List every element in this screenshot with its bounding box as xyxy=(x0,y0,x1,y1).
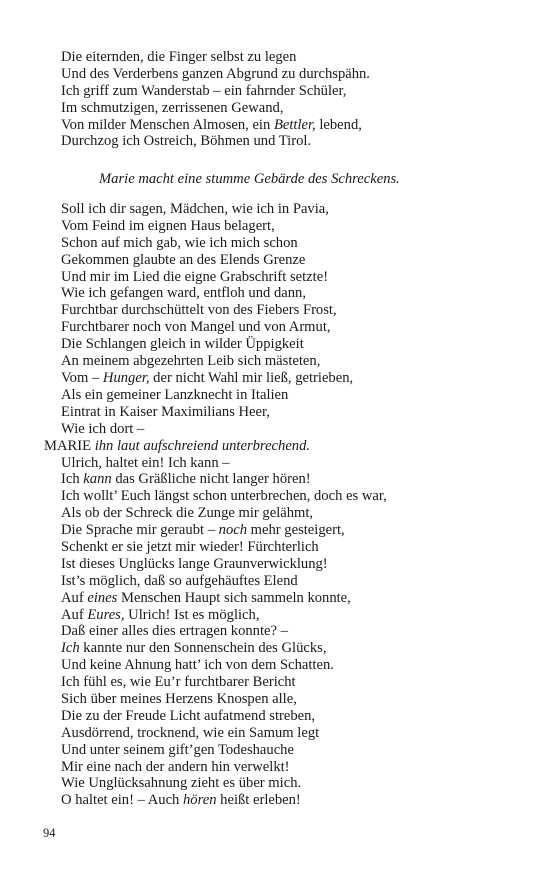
verse-emphasis: hören xyxy=(183,792,217,809)
stage-direction: Marie macht eine stumme Gebärde des Schreckens. xyxy=(99,171,400,187)
verse-text: Und mir im Lied die eigne Grabschrift setzte! xyxy=(61,268,329,285)
verse-text: Die eiternden, die Finger selbst zu legen xyxy=(61,49,297,65)
verse-text: Auf xyxy=(61,589,88,606)
verse-text: Vom – xyxy=(61,369,103,386)
verse-line xyxy=(0,302,550,319)
verse-text: mehr gesteigert, xyxy=(247,522,345,539)
verse-text: Gekommen glaubte an des Elends Grenze xyxy=(61,251,306,268)
verse-line xyxy=(0,623,550,640)
verse-text: Wie ich dort – xyxy=(61,420,145,437)
verse-text: Auf xyxy=(61,606,88,623)
verse-text: der nicht Wahl mir ließ, getrieben, xyxy=(149,369,354,386)
verse-line xyxy=(0,252,550,269)
verse-line xyxy=(0,133,550,150)
verse-text: Ist’s möglich, daß so aufgehäuftes Elend xyxy=(61,572,298,589)
verse-line xyxy=(0,387,550,404)
verse-text: Die zu der Freude Licht aufatmend streben, xyxy=(61,707,316,724)
verse-text: Im schmutzigen, zerrissenen Gewand, xyxy=(61,99,284,116)
verse-text: Und keine Ahnung hatt’ ich von dem Schatten. xyxy=(61,657,334,674)
verse-line xyxy=(0,201,550,218)
verse-line xyxy=(0,83,550,100)
verse-emphasis: Ich xyxy=(61,640,80,657)
verse-text: Daß einer alles dies ertragen konnte? – xyxy=(61,623,288,640)
verse-line xyxy=(0,353,550,370)
verse-block-marie xyxy=(0,455,550,810)
verse-text: Ich fühl es, wie Eu’r furchtbarer Bericht xyxy=(61,674,296,691)
verse-text: heißt erleben! xyxy=(216,792,301,809)
verse-line xyxy=(0,775,550,792)
verse-text: Von milder Menschen Almosen, ein xyxy=(61,116,274,133)
verse-text: das Gräßliche nicht langer hören! xyxy=(111,471,311,488)
verse-line xyxy=(0,488,550,505)
speaker-heading-marie xyxy=(0,438,550,455)
verse-text: Furchtbarer noch von Mangel und von Armut, xyxy=(61,319,331,336)
verse-line xyxy=(0,674,550,691)
verse-text: Eintrat in Kaiser Maximilians Heer, xyxy=(61,403,270,420)
verse-line xyxy=(0,792,550,809)
verse-line xyxy=(0,573,550,590)
verse-line xyxy=(0,336,550,353)
verse-text: Die Schlangen gleich in wilder Üppigkeit xyxy=(61,336,304,353)
verse-line xyxy=(0,285,550,302)
page-number: 94 xyxy=(43,826,56,840)
verse-text: Schon auf mich gab, wie ich mich schon xyxy=(61,234,298,251)
verse-block-ulrich-1 xyxy=(0,49,550,150)
verse-text: Vom Feind im eignen Haus belagert, xyxy=(61,217,275,234)
verse-text: Als ein gemeiner Lanzknecht in Italien xyxy=(61,386,289,403)
verse-emphasis: Bettler, xyxy=(273,116,316,133)
verse-text: Soll ich dir sagen, Mädchen, wie ich in Pavia, xyxy=(61,201,329,217)
verse-text: lebend, xyxy=(315,116,362,133)
verse-text: Und unter seinem gift’gen Todeshauche xyxy=(61,741,294,758)
verse-text: Ulrich! Ist es möglich, xyxy=(124,606,260,623)
verse-line xyxy=(0,725,550,742)
verse-text: Ist dieses Unglücks lange Graunverwicklung! xyxy=(61,555,328,572)
verse-line xyxy=(0,556,550,573)
verse-line xyxy=(0,759,550,776)
verse-text: Menschen Haupt sich sammeln konnte, xyxy=(117,589,351,606)
speaker-line xyxy=(0,438,550,455)
verse-line xyxy=(0,708,550,725)
verse-emphasis: noch xyxy=(218,522,248,539)
verse-line xyxy=(0,522,550,539)
verse-text: Ulrich, haltet ein! Ich kann – xyxy=(61,454,230,471)
verse-text: Wie Unglücksahnung zieht es über mich. xyxy=(61,775,302,792)
verse-line xyxy=(0,100,550,117)
verse-line xyxy=(0,590,550,607)
verse-line xyxy=(0,218,550,235)
verse-line xyxy=(0,657,550,674)
verse-text: Durchzog ich Ostreich, Böhmen und Tirol. xyxy=(61,133,312,150)
verse-emphasis: eines xyxy=(87,589,118,606)
verse-text: Als ob der Schreck die Zunge mir gelähmt, xyxy=(61,505,314,522)
verse-line xyxy=(0,539,550,556)
verse-text: Schenkt er sie jetzt mir wieder! Fürchterlich xyxy=(61,538,319,555)
verse-line xyxy=(0,404,550,421)
verse-line xyxy=(0,607,550,624)
verse-line xyxy=(0,66,550,83)
verse-text: Sich über meines Herzens Knospen alle, xyxy=(61,690,297,707)
verse-line xyxy=(0,421,550,438)
verse-text: Ich xyxy=(61,471,84,488)
verse-line xyxy=(0,319,550,336)
verse-text: Und des Verderbens ganzen Abgrund zu durchspähn. xyxy=(61,65,370,82)
speaker-direction: ihn laut aufschreiend unterbrechend. xyxy=(94,437,311,454)
verse-text: Ausdörrend, trocknend, wie ein Samum legt xyxy=(61,724,320,741)
verse-line xyxy=(0,235,550,252)
verse-text: Furchtbar durchschüttelt von des Fiebers Frost, xyxy=(61,302,337,319)
verse-line xyxy=(0,471,550,488)
speaker-name: MARIE xyxy=(44,437,92,454)
verse-emphasis: kann xyxy=(83,471,112,488)
verse-block-ulrich-2 xyxy=(0,201,550,437)
verse-line xyxy=(0,742,550,759)
verse-line xyxy=(0,49,550,66)
verse-emphasis: Hunger, xyxy=(102,369,150,386)
verse-text: Wie ich gefangen ward, entfloh und dann, xyxy=(61,285,306,302)
verse-text: Ich wollt’ Euch längst schon unterbrechen, doch es war, xyxy=(61,488,387,505)
verse-text: Mir eine nach der andern hin verwelkt! xyxy=(61,758,290,775)
verse-line xyxy=(0,370,550,387)
verse-text: kannte nur den Sonnenschein des Glücks, xyxy=(79,640,327,657)
verse-text: Die Sprache mir geraubt – xyxy=(61,522,219,539)
verse-line xyxy=(0,455,550,472)
verse-emphasis: Eures, xyxy=(87,606,125,623)
verse-text: An meinem abgezehrten Leib sich mästeten, xyxy=(61,353,321,370)
verse-line xyxy=(0,691,550,708)
verse-text: Ich griff zum Wanderstab – ein fahrnder Schüler, xyxy=(61,82,347,99)
verse-text: O haltet ein! – Auch xyxy=(61,792,183,809)
verse-line xyxy=(0,117,550,134)
verse-line xyxy=(0,640,550,657)
verse-line xyxy=(0,269,550,286)
verse-line xyxy=(0,505,550,522)
